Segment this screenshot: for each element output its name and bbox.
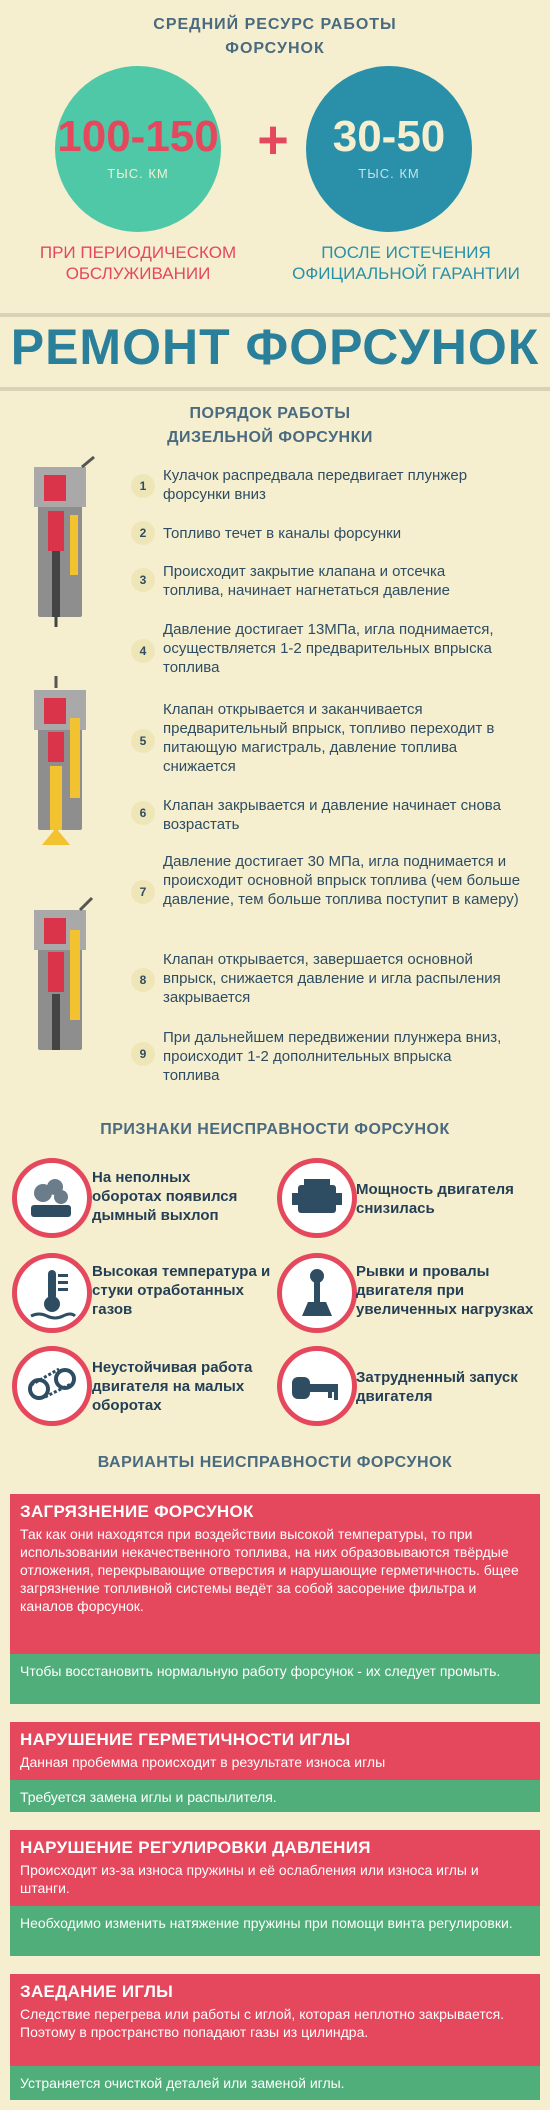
- symptom-text: На неполных оборотах появился дымный выхлоп: [92, 1169, 238, 1224]
- fault-description: Данная пробемма происходит в результате износа иглы: [20, 1754, 386, 1770]
- section-divider: [0, 313, 550, 317]
- step-number: 4: [131, 639, 155, 663]
- fault-box: [10, 1722, 540, 1780]
- fault-fix: Чтобы восстановить нормальную работу форсунок - их следует промыть.: [10, 1654, 540, 1704]
- symptom-text: Рывки и провалы двигателя при увеличенных нагрузках: [356, 1263, 534, 1318]
- step-text: Кулачок распредвала передвигает плунжер форсунки вниз: [163, 467, 468, 503]
- fault-box: [10, 1830, 540, 1906]
- order-heading-line1: ПОРЯДОК РАБОТЫ: [189, 405, 351, 422]
- right-caption-line1: ПОСЛЕ ИСТЕЧЕНИЯ: [321, 243, 491, 262]
- step-text: Топливо течет в каналы форсунки: [163, 525, 402, 542]
- symptom-icon-circle: [12, 1346, 92, 1426]
- smoke-exhaust-icon: [17, 1163, 87, 1233]
- step-text: Давление достигает 30 МПа, игла поднимается и происходит основной впрыск топлива (чем больше давление, тем больше топлива поступит в камеру): [163, 853, 521, 908]
- fault-title: ЗАГРЯЗНЕНИЕ ФОРСУНОК: [20, 1502, 254, 1521]
- thermometer-icon: [17, 1258, 87, 1328]
- right-resource-value: 30-50: [332, 112, 446, 161]
- symptom-icon-circle: [277, 1253, 357, 1333]
- left-caption-line2: ОБСЛУЖИВАНИИ: [65, 264, 211, 283]
- fault-title: ЗАЕДАНИЕ ИГЛЫ: [20, 1982, 174, 2001]
- main-title: РЕМОНТ ФОРСУНОК: [10, 319, 540, 375]
- injector-illustration-3: [20, 890, 105, 1070]
- fault-description: Так как они находятся при воздействии высокой температуры, то при использовании некачественного топлива, на них образовываются твёрдые отложения, перекрывающие отверстия и нарушающие герметичность. бщее загрязнение топливной системы ведёт за собой засорение фильтра и каналов форсунок.: [20, 1526, 519, 1614]
- injector-illustration-2: [20, 670, 105, 845]
- symptom-icon-circle: [12, 1253, 92, 1333]
- symptom-text: Затрудненный запуск двигателя: [356, 1369, 518, 1405]
- fault-box: [10, 1974, 540, 2066]
- fault-title: НАРУШЕНИЕ РЕГУЛИРОВКИ ДАВЛЕНИЯ: [20, 1838, 371, 1857]
- timing-belt-icon: [17, 1351, 87, 1421]
- symptom-icon-circle: [277, 1158, 357, 1238]
- step-text: Клапан открывается и заканчивается предварительный впрыск, топливо переходит в питающую магистраль, давление топлива снижается: [163, 701, 495, 775]
- symptom-icon-circle: [12, 1158, 92, 1238]
- right-caption-line2: ОФИЦИАЛЬНОЙ ГАРАНТИИ: [292, 264, 520, 283]
- step-text: Давление достигает 13МПа, игла поднимается, осуществляется 1-2 предварительных впрыска топлива: [163, 621, 494, 676]
- symptoms-title: ПРИЗНАКИ НЕИСПРАВНОСТИ ФОРСУНОК: [100, 1121, 450, 1138]
- step-text: Клапан закрывается и давление начинает снова возрастать: [163, 797, 501, 833]
- step-number: 2: [131, 521, 155, 545]
- symptom-text: Высокая температура и стуки отработанных газов: [92, 1263, 271, 1318]
- fault-description: Следствие перегрева или работы с иглой, которая неплотно закрывается. Поэтому в пространство попадают газы из цилиндра.: [20, 2006, 505, 2040]
- fault-box: [10, 1494, 540, 1654]
- fault-fix: Необходимо изменить натяжение пружины при помощи винта регулировки.: [10, 1906, 540, 1956]
- symptom-text: Мощность двигателя снизилась: [356, 1181, 514, 1217]
- step-number: 6: [131, 801, 155, 825]
- resource-heading-line2: ФОРСУНОК: [225, 40, 325, 57]
- step-text: Происходит закрытие клапана и отсечка топлива, начинает нагнетаться давление: [163, 563, 451, 599]
- left-resource-unit: ТЫС. КМ: [107, 166, 169, 181]
- step-number: 3: [131, 568, 155, 592]
- step-number: 8: [131, 968, 155, 992]
- step-number: 1: [131, 474, 155, 498]
- symptom-text: Неустойчивая работа двигателя на малых оборотах: [92, 1359, 253, 1414]
- section-divider: [0, 387, 550, 391]
- symptom-icon-circle: [277, 1346, 357, 1426]
- resource-heading-line1: СРЕДНИЙ РЕСУРС РАБОТЫ: [153, 16, 397, 33]
- step-text: Клапан открывается, завершается основной впрыск, снижается давление и игла распыления закрывается: [163, 951, 501, 1006]
- left-resource-caption: [20, 242, 256, 284]
- fault-fix: Устраняется очисткой деталей или заменой иглы.: [10, 2066, 540, 2100]
- injector-illustration-1: [20, 455, 105, 630]
- step-number: 5: [131, 729, 155, 753]
- plus-sign: +: [257, 110, 289, 170]
- fault-description: Происходит из-за износа пружины и её ослабления или износа иглы и штанги.: [20, 1862, 479, 1896]
- left-caption-line1: ПРИ ПЕРИОДИЧЕСКОМ: [39, 243, 237, 262]
- car-key-icon: [282, 1351, 352, 1421]
- step-text: При дальнейшем передвижении плунжера вниз, происходит 1-2 дополнительных впрыска топлива: [163, 1029, 502, 1084]
- fault-fix: Требуется замена иглы и распылителя.: [10, 1780, 540, 1812]
- step-number: 9: [131, 1042, 155, 1066]
- engine-icon: [282, 1163, 352, 1233]
- variants-title: ВАРИАНТЫ НЕИСПРАВНОСТИ ФОРСУНОК: [97, 1454, 453, 1471]
- right-resource-caption: [276, 242, 536, 284]
- gear-shift-icon: [282, 1258, 352, 1328]
- order-heading-line2: ДИЗЕЛЬНОЙ ФОРСУНКИ: [167, 429, 373, 446]
- fault-title: НАРУШЕНИЕ ГЕРМЕТИЧНОСТИ ИГЛЫ: [20, 1730, 351, 1749]
- order-heading: [130, 402, 410, 450]
- left-resource-value: 100-150: [57, 112, 219, 161]
- right-resource-unit: ТЫС. КМ: [358, 166, 420, 181]
- step-number: 7: [131, 880, 155, 904]
